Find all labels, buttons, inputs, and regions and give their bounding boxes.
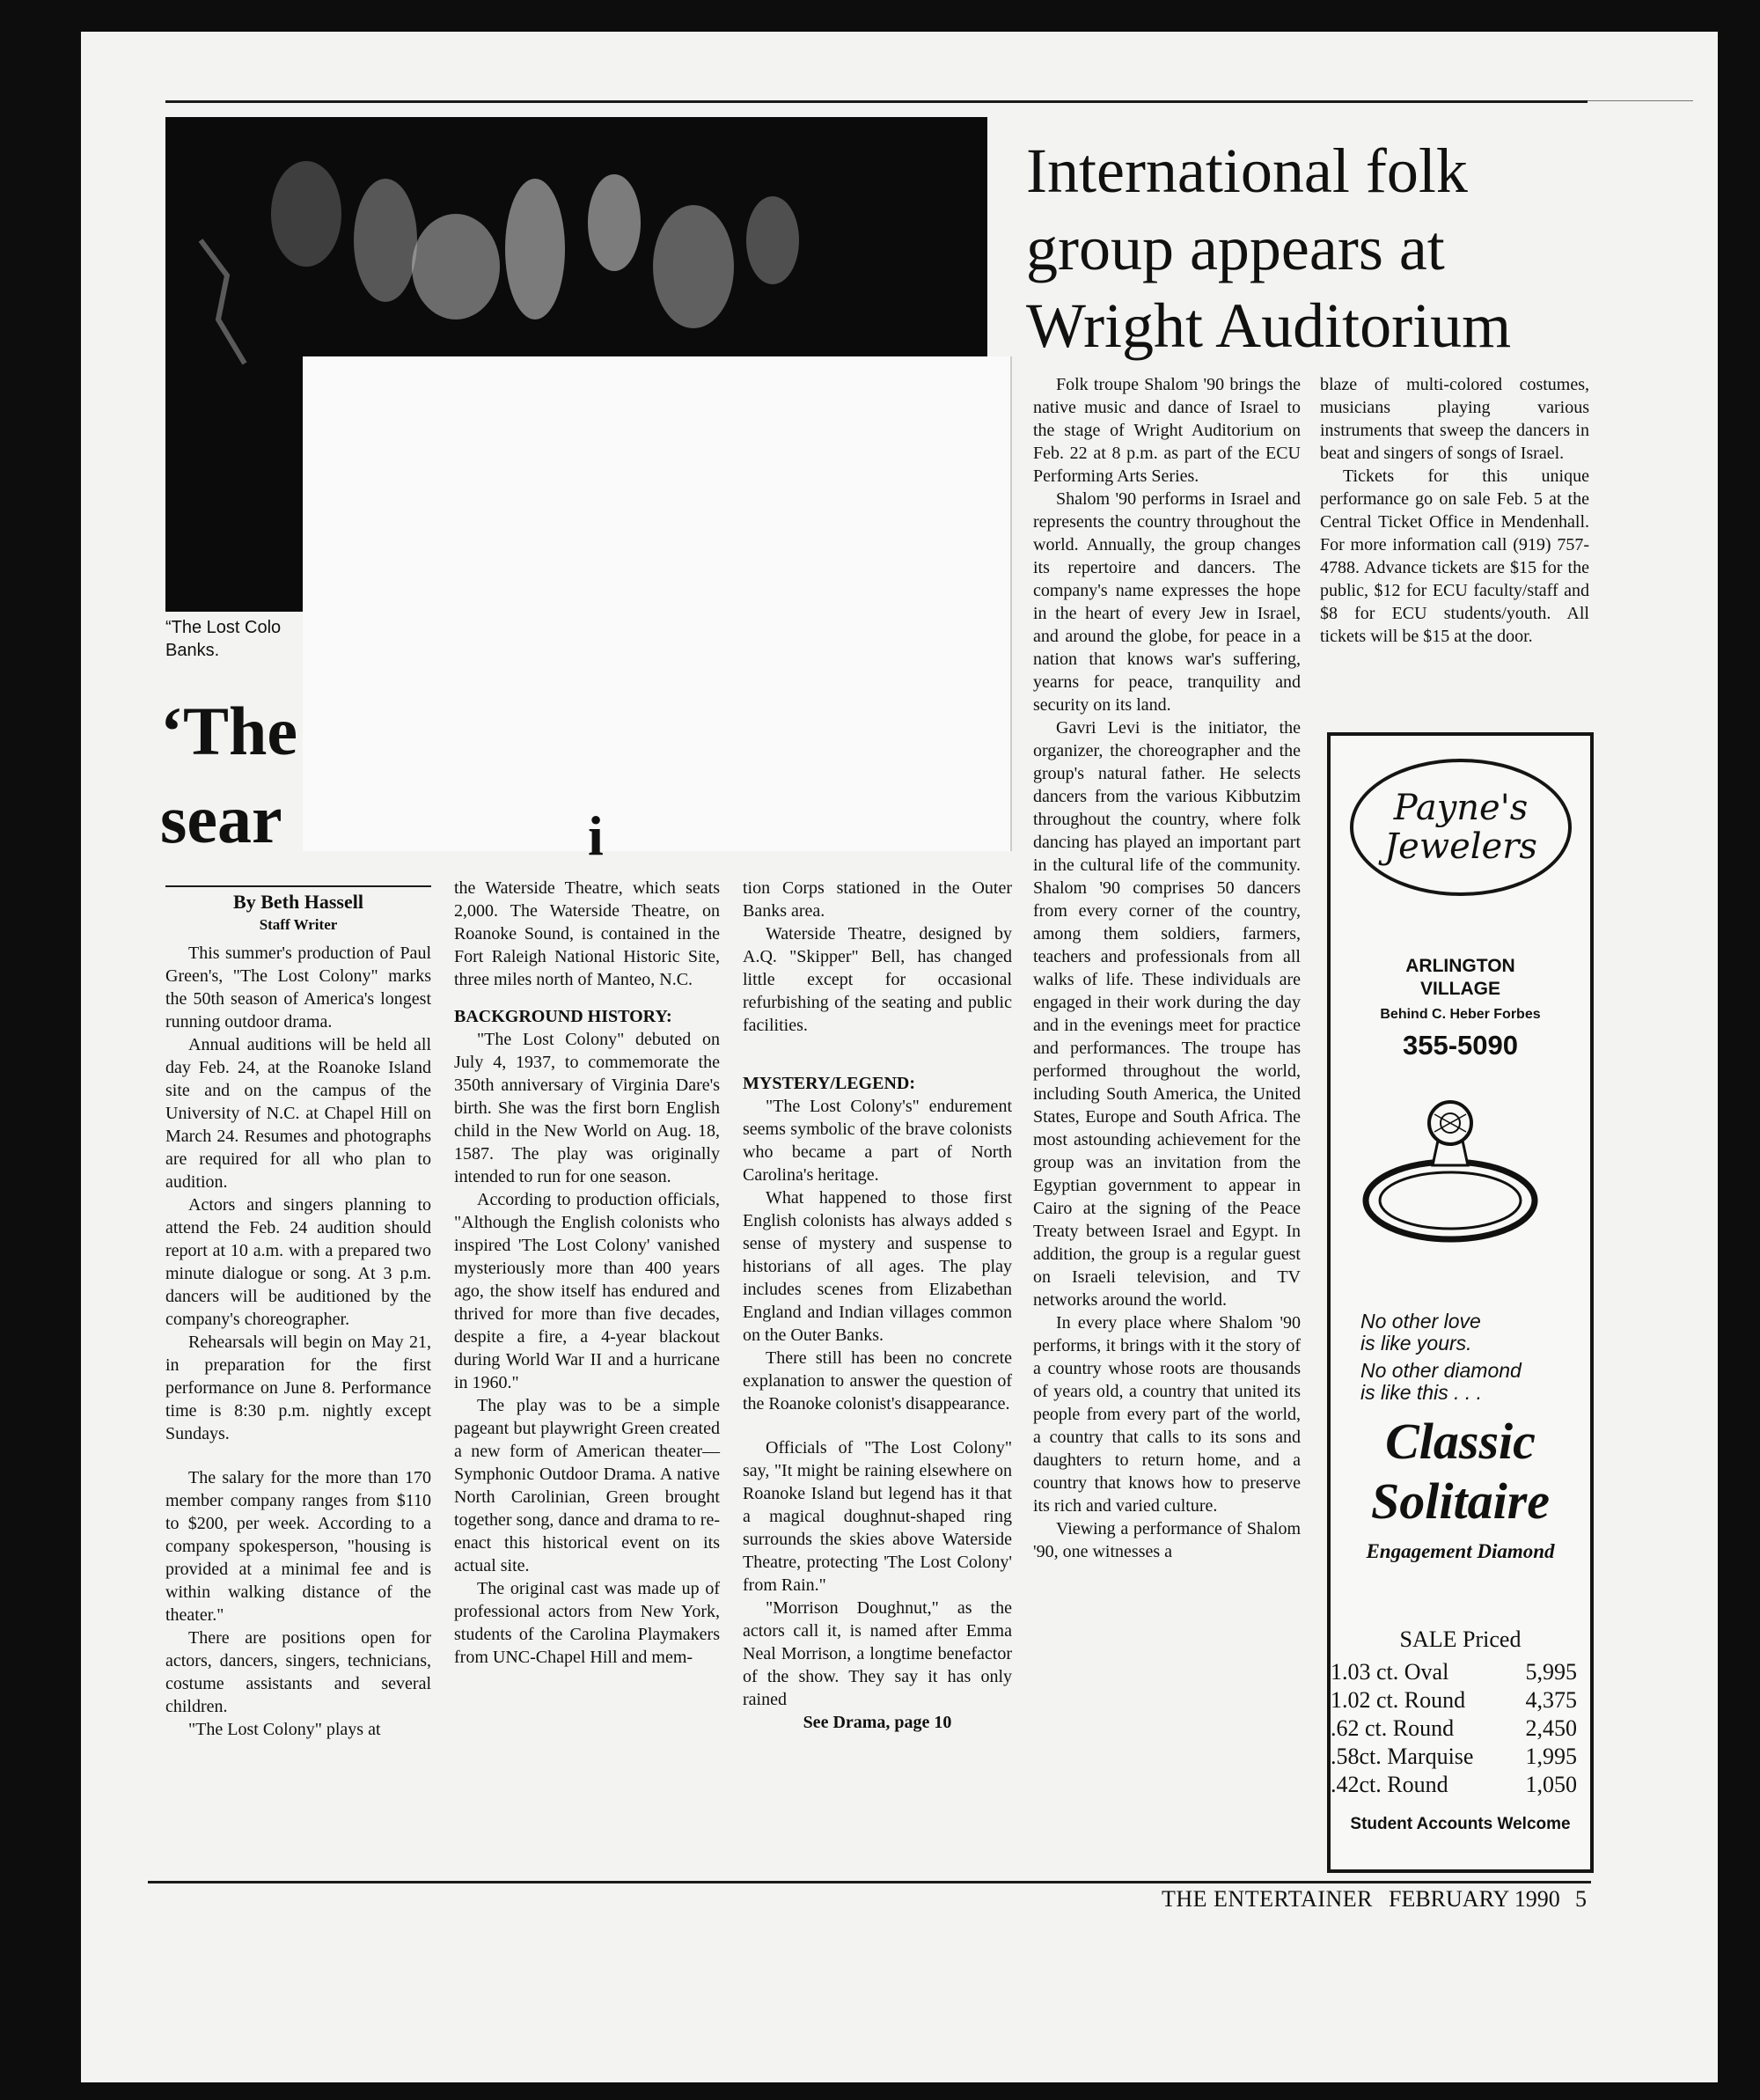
drama-headline-line2: sear (160, 782, 282, 857)
background-history-heading: BACKGROUND HISTORY: (454, 1007, 672, 1026)
paragraph: Actors and singers planning to attend the Feb. 24 audition should report at 10 a.m. with a prepared two minute dialogue or song. At 3 p.m. dancers will be auditioned by the company's choreographer. (165, 1195, 431, 1329)
paragraph: Shalom '90 performs in Israel and represents the country throughout the world. Annually, the group changes its repertoire and dancers. The company's name expresses the hope in the heart of every Jew in Israel, and around the globe, for peace in a nation that knows war's suffering, yearns for peace, tranquility and security on its land. (1033, 489, 1301, 715)
paragraph: In every place where Shalom '90 performs, it brings with it the story of a country whose roots are thousands of years old, a country that united its people from every part of the world, a country that calls to its sons and daughters to return home, and a country that knows how to preserve its rich and varied culture. (1033, 1313, 1301, 1516)
ad-name-line1: Payne's (1393, 788, 1529, 828)
paynes-jewelers-ad (1327, 732, 1594, 1873)
footer-date: FEBRUARY 1990 (1389, 1886, 1560, 1912)
price-item: .58ct. Marquise (1331, 1744, 1474, 1769)
paragraph: the Waterside Theatre, which seats 2,000. The Waterside Theatre, on Roanoke Sound, is contained in the Fort Raleigh National Historic Site, three miles north of Manteo, N.C. (454, 878, 720, 989)
paragraph: This summer's production of Paul Green's, "The Lost Colony" marks the 50th season of America's longest running outdoor drama. (165, 944, 431, 1032)
paragraph: The salary for the more than 170 member company ranges from $110 to $200, per week. According to a company spokesperson, "housing is provided at a minimal fee and is within walking distance of the theater." (165, 1468, 431, 1625)
price-item: .62 ct. Round (1331, 1715, 1455, 1741)
price-item: 1.03 ct. Oval (1331, 1659, 1449, 1685)
paragraph: Tickets for this unique performance go on sale Feb. 5 at the Central Ticket Office in Mendenhall. For more information call (919) 757-4788. Advance tickets are $15 for the public, $12 for ECU faculty/staff and $8 for ECU students/youth. All tickets will be $15 at the door. (1320, 466, 1589, 646)
see-also-jump: See Drama, page 10 (803, 1713, 952, 1732)
paragraph: Rehearsals will begin on May 21, in preparation for the first performance on June 8. Performance time is 8:30 p.m. nightly except Sundays. (165, 1333, 431, 1443)
footer-rule (148, 1881, 1591, 1883)
paragraph: Officials of "The Lost Colony" say, "It might be raining elsewhere on Roanoke Island but legend has it that a magical doughnut-shaped ring surrounds the skies above Waterside Theatre, protecting 'The Lost Colony' from Rain." (743, 1438, 1012, 1595)
price-row (1331, 1686, 1577, 1715)
photo-caption: “The Lost Colo Banks. (165, 618, 282, 660)
ad-classic: Classic (1385, 1413, 1536, 1470)
ad-logo-oval (1350, 759, 1572, 896)
folk-column-1 (1033, 373, 1301, 1563)
paragraph: Gavri Levi is the initiator, the organizer, the choreographer and the group's natural father. He selects dancers from the various Kibbutzim throughout the country, where folk dancing has played an important part in the cultural life of the community. Shalom '90 comprises 50 dancers from every corner of the country, among them soldiers, farmers, teachers and professionals from all walks of life. These individuals are engaged in their work during the day and in the evenings meet for practice and performances. The troupe has performed throughout the world, including South America, the United States, Europe and South Africa. The most astounding achievement for the group was an invitation from the Egyptian government to appear in Cairo at the signing of the Peace Treaty between Israel and Egypt. In addition, the group is a regular guest on Israeli television, and TV networks around the world. (1033, 718, 1301, 1310)
drama-column-1 (165, 891, 431, 1741)
ad-tagline-3: No other diamond (1360, 1359, 1522, 1382)
drama-headline-partial-letter: i (588, 808, 604, 859)
paragraph: Viewing a performance of Shalom '90, one witnesses a (1033, 1519, 1301, 1561)
ad-tagline-1: No other love (1360, 1310, 1481, 1333)
price-item: .42ct. Round (1331, 1772, 1448, 1797)
paragraph: "Morrison Doughnut," as the actors call it, is named after Emma Neal Morrison, a longtime benefactor of the show. They say it has only rained (743, 1598, 1012, 1709)
byline-rule (165, 885, 431, 887)
drama-column-2 (454, 877, 720, 1669)
price-value: 1,995 (1525, 1744, 1577, 1769)
ad-behind: Behind C. Heber Forbes (1380, 1007, 1541, 1022)
price-value: 4,375 (1525, 1687, 1577, 1713)
diamond-ring-icon (1353, 1088, 1565, 1255)
price-value: 1,050 (1525, 1772, 1577, 1797)
top-rule-secondary (1588, 100, 1693, 101)
ad-student-accounts: Student Accounts Welcome (1350, 1815, 1571, 1833)
paragraph: "The Lost Colony" plays at (188, 1720, 381, 1739)
staff-writer: Staff Writer (259, 916, 338, 933)
footer-page-number: 5 (1575, 1886, 1587, 1912)
ad-tagline-2: is like yours. (1360, 1332, 1472, 1355)
ad-tagline-4: is like this . . . (1360, 1381, 1483, 1404)
paragraph: Folk troupe Shalom '90 brings the native music and dance of Israel to the stage of Wright Auditorium on Feb. 22 at 8 p.m. as part of the ECU Performing Arts Series. (1033, 375, 1301, 486)
footer-publication: THE ENTERTAINER (1162, 1886, 1373, 1912)
ad-engagement-diamond: Engagement Diamond (1366, 1540, 1555, 1562)
paragraph: "The Lost Colony" debuted on July 4, 1937, to commemorate the 350th anniversary of Virginia Dare's birth. She was the first born English child in the New World on Aug. 18, 1587. The play was originally intended to run for one season. (454, 1030, 720, 1186)
drama-headline-line1: ‘The (160, 694, 297, 769)
paragraph: Annual auditions will be held all day Feb. 24, at the Roanoke Island site and on the campus of the University of N.C. at Chapel Hill on March 24. Resumes and photographs are required for all who plan to audition. (165, 1035, 431, 1192)
blank-overlay (303, 356, 1012, 851)
paragraph: According to production officials, "Although the English colonists who inspired 'The Lost Colony' vanished mysteriously more than 400 years ago, the show itself has endured and thrived for more than five decades, despite a fire, a 4-year blackout during World War II and a hurricane in 1960." (454, 1190, 720, 1392)
price-value: 2,450 (1525, 1715, 1577, 1741)
price-value: 5,995 (1525, 1659, 1577, 1685)
folk-headline: International folk group appears at Wright Auditorium (1026, 136, 1512, 361)
price-row (1331, 1771, 1577, 1799)
paragraph: tion Corps stationed in the Outer Banks area. (743, 878, 1012, 921)
paragraph: The original cast was made up of professional actors from New York, students of the Carolina Playmakers from UNC-Chapel Hill and mem- (454, 1579, 720, 1667)
folk-column-2 (1320, 373, 1589, 648)
ad-location-line2: VILLAGE (1419, 979, 1500, 999)
ad-price-list (1331, 1658, 1577, 1799)
byline: By Beth Hassell (233, 891, 363, 913)
ad-sale-heading: SALE Priced (1399, 1626, 1522, 1652)
price-row (1331, 1715, 1577, 1743)
paragraph: What happened to those first English colonists has always added s sense of mystery and suspense to historians of all ages. The play includes scenes from Elizabethan England and Indian villages common on the Outer Banks. (743, 1188, 1012, 1345)
paragraph: There still has been no concrete explanation to answer the question of the Roanoke colonist's disappearance. (743, 1348, 1012, 1413)
paragraph: There are positions open for actors, dancers, singers, technicians, costume assistants and several children. (165, 1628, 431, 1716)
mystery-legend-heading: MYSTERY/LEGEND: (743, 1074, 915, 1093)
ad-location-line1: ARLINGTON (1405, 956, 1515, 976)
ad-solitaire: Solitaire (1370, 1472, 1551, 1530)
paragraph: Waterside Theatre, designed by A.Q. "Skipper" Bell, has changed little except for occasional refurbishing of the seating and public facilities. (743, 924, 1012, 1035)
paragraph: "The Lost Colony's" endurement seems symbolic of the brave colonists who became a part of North Carolina's heritage. (743, 1097, 1012, 1185)
price-item: 1.02 ct. Round (1331, 1687, 1466, 1713)
drama-column-3 (743, 877, 1012, 1734)
ad-name-line2: Jewelers (1384, 826, 1537, 867)
ad-phone: 355-5090 (1402, 1030, 1518, 1061)
price-row (1331, 1743, 1577, 1771)
top-rule (165, 100, 1588, 103)
paragraph: blaze of multi-colored costumes, musicians playing various instruments that sweep the dancers in beat and singers of songs of Israel. (1320, 375, 1589, 463)
paragraph: The play was to be a simple pageant but playwright Green created a new form of American theater—Symphonic Outdoor Drama. A native North Carolinian, Green brought together song, dance and drama to re-enact this historical event on its actual site. (454, 1396, 720, 1575)
price-row (1331, 1658, 1577, 1686)
